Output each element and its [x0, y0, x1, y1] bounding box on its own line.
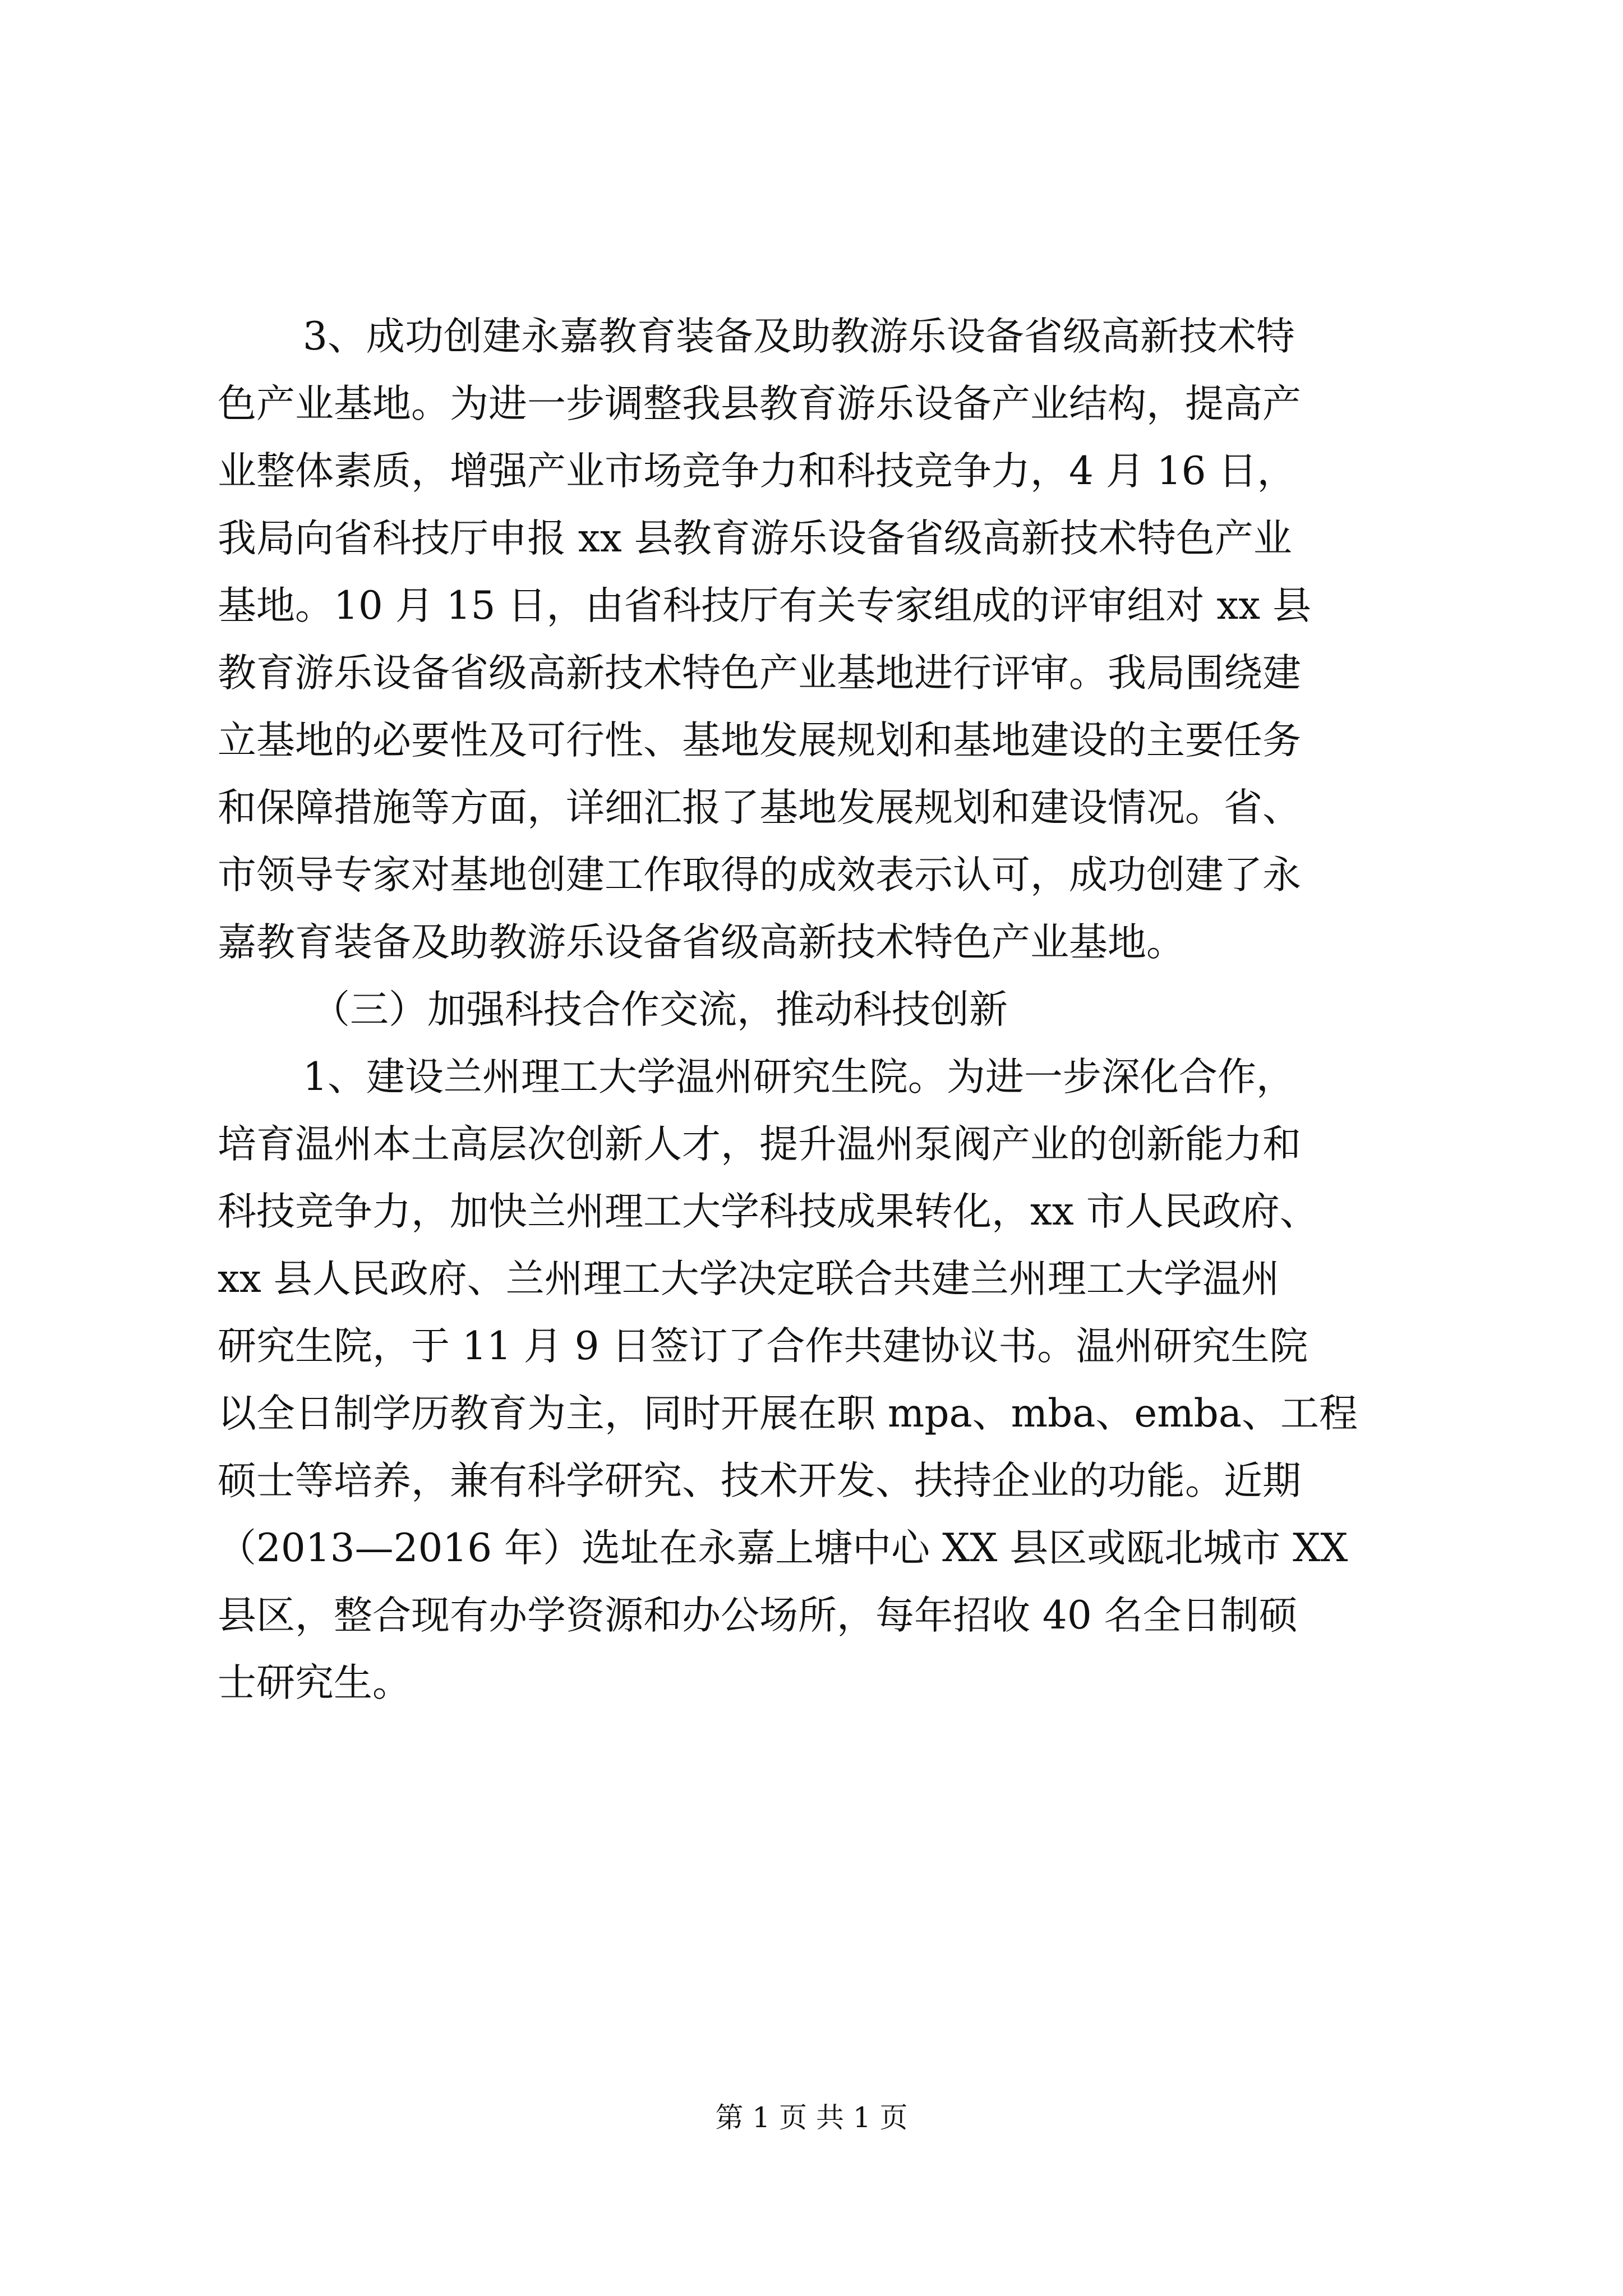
- paragraph-1-line-8: 和保障措施等方面，详细汇报了基地发展规划和建设情况。省、: [218, 785, 1301, 830]
- paragraph-1-line-1: 3、成功创建永嘉教育装备及助教游乐设备省级高新技术特: [303, 314, 1295, 359]
- page-number-footer: 第 1 页 共 1 页: [715, 2101, 908, 2134]
- paragraph-1-line-9: 市领导专家对基地创建工作取得的成效表示认可，成功创建了永: [218, 853, 1301, 898]
- paragraph-2-line-7: 硕士等培养，兼有科学研究、技术开发、扶持企业的功能。近期: [218, 1458, 1301, 1503]
- paragraph-2-line-1: 1、建设兰州理工大学温州研究生院。为进一步深化合作，: [303, 1055, 1295, 1099]
- paragraph-2-line-10: 士研究生。: [218, 1660, 411, 1705]
- paragraph-1-line-7: 立基地的必要性及可行性、基地发展规划和基地建设的主要任务: [218, 718, 1301, 763]
- paragraph-2-line-2: 培育温州本土高层次创新人才，提升温州泵阀产业的创新能力和: [218, 1122, 1301, 1167]
- paragraph-2-line-8: （2013—2016 年）选址在永嘉上塘中心 XX 县区或瓯北城市 XX: [218, 1526, 1348, 1571]
- paragraph-1-line-4: 我局向省科技厅申报 xx 县教育游乐设备省级高新技术特色产业: [218, 516, 1292, 561]
- paragraph-2-line-6: 以全日制学历教育为主，同时开展在职 mpa、mba、emba、工程: [218, 1391, 1358, 1436]
- paragraph-1-line-6: 教育游乐设备省级高新技术特色产业基地进行评审。我局围绕建: [218, 651, 1301, 696]
- paragraph-2-line-3: 科技竞争力，加快兰州理工大学科技成果转化，xx 市人民政府、: [218, 1189, 1318, 1234]
- section-heading: （三）加强科技合作交流，推动科技创新: [311, 987, 1008, 1032]
- paragraph-2-line-5: 研究生院，于 11 月 9 日签订了合作共建协议书。温州研究生院: [218, 1324, 1308, 1369]
- paragraph-2-line-4: xx 县人民政府、兰州理工大学决定联合共建兰州理工大学温州: [218, 1257, 1280, 1301]
- paragraph-2-line-9: 县区，整合现有办学资源和办公场所，每年招收 40 名全日制硕: [218, 1593, 1298, 1638]
- paragraph-1-line-2: 色产业基地。为进一步调整我县教育游乐设备产业结构，提高产: [218, 381, 1301, 426]
- paragraph-1-line-5: 基地。10 月 15 日，由省科技厅有关专家组成的评审组对 xx 县: [218, 583, 1312, 628]
- paragraph-1-line-10: 嘉教育装备及助教游乐设备省级高新技术特色产业基地。: [218, 920, 1185, 965]
- paragraph-1-line-3: 业整体素质，增强产业市场竞争力和科技竞争力，4 月 16 日，: [218, 449, 1296, 494]
